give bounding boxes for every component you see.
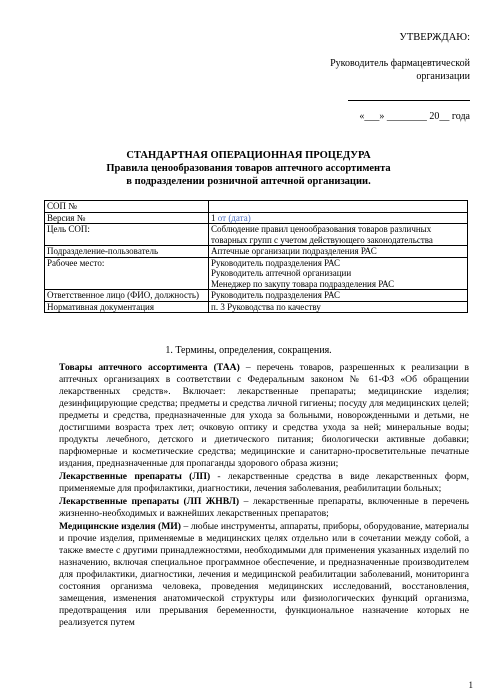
row-key: Рабочее место: [45,257,209,290]
term-paragraph [59,496,469,520]
table-row [45,257,468,290]
approval-title: УТВЕРЖДАЮ: [399,32,470,43]
table-row [45,290,468,302]
row-value: Аптечные организации подразделения РАС [209,246,468,258]
term-paragraph [59,471,469,495]
table-row [45,224,468,246]
table-row [45,246,468,258]
approval-date-line: «___» ________ 20__ года [359,111,470,122]
document-heading [0,149,497,188]
sop-info-table [44,200,468,313]
term-name: Лекарственные препараты (ЛП) [59,471,211,482]
row-value: Соблюдение правил ценообразования товаров различных товарных групп с учетом действующего законодательства [209,224,468,246]
term-definition: – перечень товаров, разрешенных к реализации в аптечных организациях в соответствии с Федеральным законом № 61-ФЗ «Об обращении лекарственных средств». Включает: лекарственные препараты; медицинские изделия; дезинфицирующие средства; предметы и средства личной гигиены; посуду для медицинских целей; предметы и средства, предназначенные для ухода за больными, новорожденными и детьми, не достигшими возраста трех лет; очковую оптику и средства ухода за ней; минеральные воды; продукты лечебного, детского и диетического питания; биологически активные добавки; парфюмерные и косметические средства; медицинские и санитарно-просветительные печатные издания, предназначенные для пропаганды здорового образа жизни; [59,362,469,469]
heading-line-2: Правила ценообразования товаров аптечного ассортимента [106,163,391,174]
row-key: СОП № [45,201,209,213]
row-value [209,212,468,224]
term-paragraph [59,362,469,470]
approval-role: Руководитель фармацевтической организации [330,58,470,82]
table-row [45,301,468,313]
term-definition: - лекарственные средства в виде лекарственных форм, применяемые для профилактики, диагностики, лечения заболевания, реабилитации больных; [59,471,469,494]
row-value [209,201,468,213]
row-value: п. 3 Руководства по качеству [209,301,468,313]
version-date-note: от (дата) [217,212,251,223]
heading-line-3: в подразделении розничной аптечной организации. [126,176,371,187]
term-definition: – лекарственные препараты, включенные в перечень жизненно-необходимых и важнейших лекарственных препаратов; [59,496,469,519]
row-key: Версия № [45,212,209,224]
term-definition: – любые инструменты, аппараты, приборы, оборудование, материалы и прочие изделия, применяемые в медицинских целях отдельно или в сочетании между собой, а также вместе с другими принадлежностями, необходимыми для применения указанных изделий по назначению, включая специальное программное обеспечение, и предназначенные производителем для профилактики, диагностики, лечения и медицинской реабилитации заболеваний, мониторинга состояния организма человека, проведения медицинских исследований, восстановления, замещения, изменения анатомической структуры или физиологических функций организма, предотвращения или прерывания беременности, функциональное назначение которых не реализуется путем [59,521,469,628]
term-paragraph [59,521,469,629]
terms-body [59,362,469,630]
page-number: 1 [468,680,473,690]
term-name: Товары аптечного ассортимента (ТАА) [59,362,240,373]
table-row [45,212,468,224]
row-key: Нормативная документация [45,301,209,313]
row-value: Руководитель подразделения РАС Руководитель аптечной организации Менеджер по закупу товара подразделения РАС [209,257,468,290]
signature-line [348,100,470,101]
row-key: Ответственное лицо (ФИО, должность) [45,290,209,302]
row-key: Подразделение-пользователь [45,246,209,258]
row-key: Цель СОП: [45,224,209,246]
term-name: Лекарственные препараты (ЛП ЖНВЛ) [59,496,240,507]
heading-line-1: СТАНДАРТНАЯ ОПЕРАЦИОННАЯ ПРОЦЕДУРА [126,150,371,161]
term-name: Медицинские изделия (МИ) [59,521,181,532]
table-row [45,201,468,213]
version-number: 1 [211,212,216,223]
section-title: 1. Термины, определения, сокращения. [165,345,332,356]
row-value: Руководитель подразделения РАС [209,290,468,302]
